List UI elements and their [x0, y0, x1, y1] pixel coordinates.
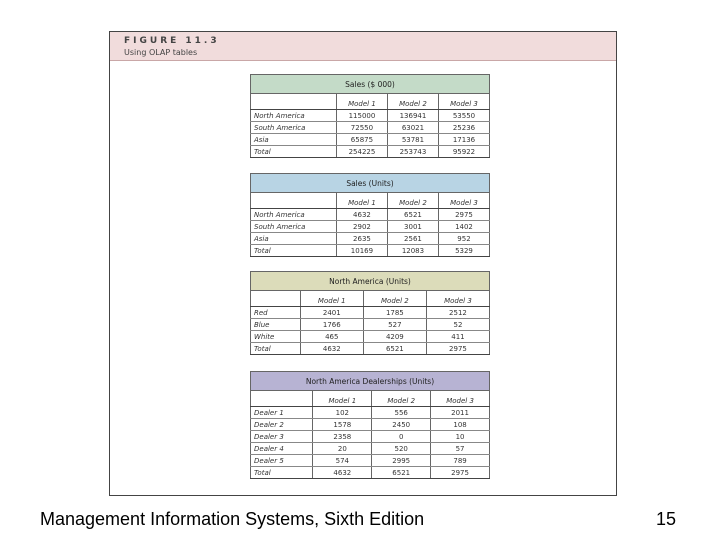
cell-value: 4632: [336, 209, 387, 221]
cell-value: 5329: [438, 245, 489, 257]
column-header: Model 2: [363, 295, 426, 307]
cell-value: 108: [431, 419, 490, 431]
cell-value: 556: [372, 407, 431, 419]
row-label: Asia: [251, 233, 337, 245]
column-header: Model 3: [438, 98, 489, 110]
table-row: [251, 209, 490, 221]
cell-value: 12083: [387, 245, 438, 257]
table-row: [251, 443, 490, 455]
column-header: Model 1: [300, 295, 363, 307]
column-header: Model 1: [313, 395, 372, 407]
cell-value: 63021: [387, 122, 438, 134]
cell-value: 2975: [438, 209, 489, 221]
cell-value: 65875: [336, 134, 387, 146]
cell-value: 789: [431, 455, 490, 467]
table-row: [251, 134, 490, 146]
cell-value: 102: [313, 407, 372, 419]
table-row: [251, 331, 490, 343]
north-america-units-table: [250, 271, 490, 355]
cell-value: 254225: [336, 146, 387, 158]
table-row: [251, 122, 490, 134]
column-header: Model 3: [431, 395, 490, 407]
cell-value: 4632: [313, 467, 372, 479]
cell-value: 57: [431, 443, 490, 455]
table-title: North America Dealerships (Units): [251, 372, 490, 391]
cell-value: 2512: [426, 307, 489, 319]
cell-value: 4632: [300, 343, 363, 355]
cell-value: 4209: [363, 331, 426, 343]
cell-value: 2635: [336, 233, 387, 245]
row-label: Dealer 4: [251, 443, 313, 455]
table-row: [251, 319, 490, 331]
row-label: Asia: [251, 134, 337, 146]
total-row: [251, 245, 490, 257]
cell-value: 1578: [313, 419, 372, 431]
figure-caption: Using OLAP tables: [124, 48, 198, 57]
row-header-blank: [251, 197, 337, 209]
cell-value: 6521: [387, 209, 438, 221]
table-row: [251, 407, 490, 419]
cell-value: 2995: [372, 455, 431, 467]
north-america-dealerships-table: [250, 371, 490, 479]
row-label: Dealer 2: [251, 419, 313, 431]
row-label: Blue: [251, 319, 301, 331]
table-row: [251, 455, 490, 467]
cell-value: 10169: [336, 245, 387, 257]
row-header-blank: [251, 98, 337, 110]
cell-value: 465: [300, 331, 363, 343]
row-label: White: [251, 331, 301, 343]
row-label: Total: [251, 245, 337, 257]
cell-value: 527: [363, 319, 426, 331]
cell-value: 411: [426, 331, 489, 343]
cell-value: 952: [438, 233, 489, 245]
column-header: Model 2: [372, 395, 431, 407]
table-row: [251, 110, 490, 122]
cell-value: 10: [431, 431, 490, 443]
column-header: Model 3: [438, 197, 489, 209]
row-label: Dealer 1: [251, 407, 313, 419]
table-row: [251, 419, 490, 431]
cell-value: 253743: [387, 146, 438, 158]
cell-value: 520: [372, 443, 431, 455]
cell-value: 2401: [300, 307, 363, 319]
cell-value: 6521: [372, 467, 431, 479]
cell-value: 136941: [387, 110, 438, 122]
footer-title: Management Information Systems, Sixth Edition: [40, 509, 425, 529]
row-label: Total: [251, 146, 337, 158]
row-label: Dealer 5: [251, 455, 313, 467]
table-row: [251, 233, 490, 245]
cell-value: 20: [313, 443, 372, 455]
table-title: Sales ($ 000): [251, 75, 490, 94]
total-row: [251, 467, 490, 479]
cell-value: 53550: [438, 110, 489, 122]
sales-dollars-table: [250, 74, 490, 158]
row-label: South America: [251, 122, 337, 134]
figure-header: [110, 32, 616, 61]
cell-value: 2975: [426, 343, 489, 355]
row-label: Total: [251, 343, 301, 355]
table-title: North America (Units): [251, 272, 490, 291]
cell-value: 25236: [438, 122, 489, 134]
column-header: Model 1: [336, 197, 387, 209]
cell-value: 2358: [313, 431, 372, 443]
cell-value: 2011: [431, 407, 490, 419]
cell-value: 53781: [387, 134, 438, 146]
cell-value: 6521: [363, 343, 426, 355]
column-header: Model 2: [387, 98, 438, 110]
column-header: Model 3: [426, 295, 489, 307]
cell-value: 2450: [372, 419, 431, 431]
row-label: Red: [251, 307, 301, 319]
page-number: 15: [656, 509, 677, 529]
sales-units-table: [250, 173, 490, 257]
column-header: Model 2: [387, 197, 438, 209]
row-label: Total: [251, 467, 313, 479]
cell-value: 72550: [336, 122, 387, 134]
cell-value: 17136: [438, 134, 489, 146]
figure-label: FIGURE 11.3: [124, 36, 220, 46]
cell-value: 3001: [387, 221, 438, 233]
cell-value: 52: [426, 319, 489, 331]
cell-value: 115000: [336, 110, 387, 122]
table-row: [251, 431, 490, 443]
row-label: North America: [251, 110, 337, 122]
cell-value: 95922: [438, 146, 489, 158]
total-row: [251, 146, 490, 158]
row-header-blank: [251, 395, 313, 407]
row-header-blank: [251, 295, 301, 307]
column-header: Model 1: [336, 98, 387, 110]
cell-value: 2975: [431, 467, 490, 479]
row-label: North America: [251, 209, 337, 221]
table-row: [251, 307, 490, 319]
cell-value: 1766: [300, 319, 363, 331]
cell-value: 1402: [438, 221, 489, 233]
row-label: Dealer 3: [251, 431, 313, 443]
cell-value: 0: [372, 431, 431, 443]
total-row: [251, 343, 490, 355]
table-row: [251, 221, 490, 233]
row-label: South America: [251, 221, 337, 233]
table-title: Sales (Units): [251, 174, 490, 193]
cell-value: 2561: [387, 233, 438, 245]
cell-value: 2902: [336, 221, 387, 233]
cell-value: 574: [313, 455, 372, 467]
cell-value: 1785: [363, 307, 426, 319]
